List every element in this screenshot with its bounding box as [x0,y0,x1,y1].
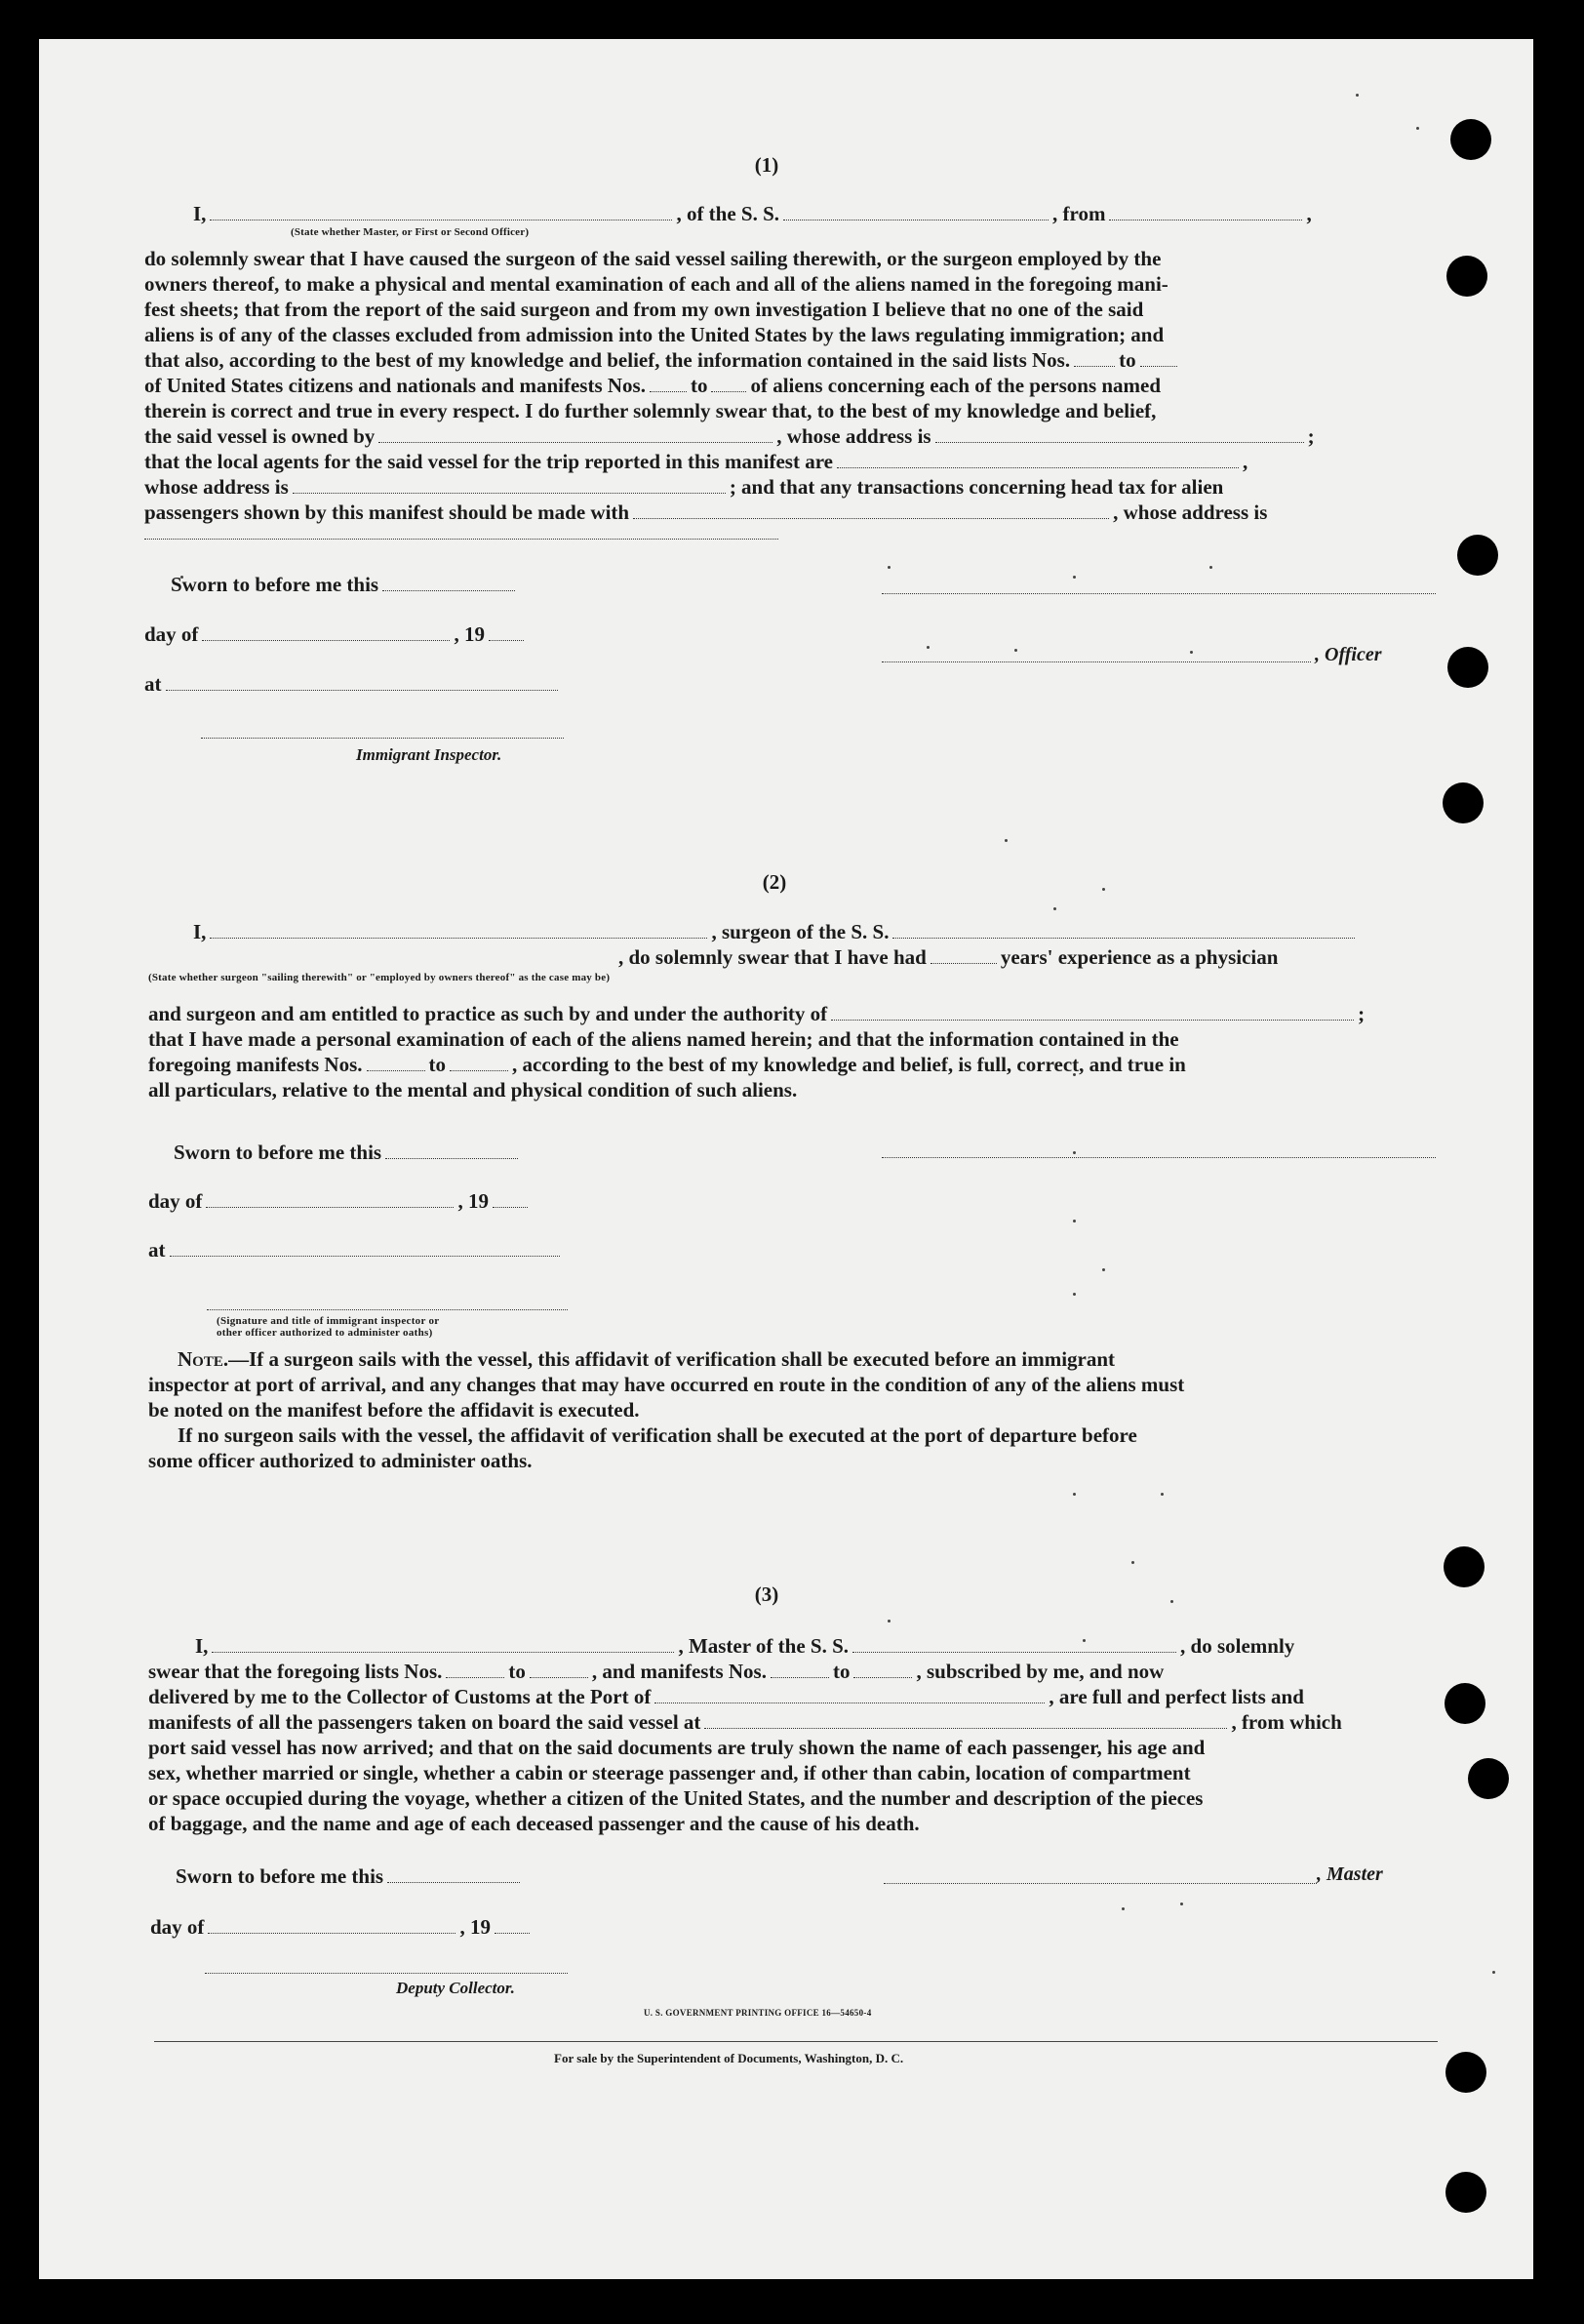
section1-officer-signature-line [882,661,1311,662]
section2-note-2: inspector at port of arrival, and any changes that may have occurred en route in the condition of any of the aliens must [148,1373,1185,1396]
section-number: (2) [762,870,787,894]
section2-note-3: be noted on the manifest before the affidavit is executed. [148,1398,640,1422]
punch-hole [1444,1546,1485,1587]
section-number: (1) [754,153,779,177]
punch-hole [1468,1758,1509,1799]
section3-line2: swear that the foregoing lists Nos. to , and manifests Nos. to , subscribed by me, and now [148,1660,1165,1683]
footer-rule [154,2041,1438,2042]
section2-sworn: Sworn to before me this [174,1140,522,1165]
section3-master-signature-line [884,1883,1317,1884]
section1-body-11: passengers shown by this manifest should be made with , whose address is [144,501,1268,524]
section3-line4: manifests of all the passengers taken on board the said vessel at , from which [148,1710,1342,1734]
punch-hole [1447,647,1488,688]
section2-surgeon-signature-line [882,1157,1436,1158]
section1-inspector-label: Immigrant Inspector. [356,745,502,764]
section2-body-4: that I have made a personal examination of each of the aliens named herein; and that the information contained in the [148,1027,1179,1051]
section1-officer-line-1 [882,593,1436,594]
section1-body-1: do solemnly swear that I have caused the surgeon of the said vessel sailing therewith, or the surgeon employed by the [144,247,1162,270]
gpo-imprint: U. S. GOVERNMENT PRINTING OFFICE 16—54650-4 [644,2008,872,2018]
section1-address-line [144,539,778,540]
section1-body-8: the said vessel is owned by , whose address is ; [144,424,1315,448]
section1-at: at [144,671,562,697]
note-heading: Note. [178,1347,229,1371]
section3-collector-label: Deputy Collector. [396,1979,515,1997]
section1-body-3: fest sheets; that from the report of the said surgeon and from my own investigation I believe that no one of the said [144,298,1144,321]
punch-hole [1443,782,1484,823]
section3-body-5: port said vessel has now arrived; and that on the said documents are truly shown the name of each passenger, his age and [148,1736,1206,1759]
punch-hole [1445,2052,1486,2093]
section1-body-10: whose address is ; and that any transactions concerning head tax for alien [144,475,1224,499]
section1-sublabel: (State whether Master, or First or Second Officer) [291,226,530,238]
section1-inspector-signature-line [201,738,564,739]
section1-body-9: that the local agents for the said vessel for the trip reported in this manifest are , [144,450,1248,473]
section1-body-4: aliens is of any of the classes excluded from admission into the United States by the laws regulating immigration; and [144,323,1165,346]
section2-sig-label-1: (Signature and title of immigrant inspector or [217,1315,440,1327]
section3-body-7: or space occupied during the voyage, whether a citizen of the United States, and the number and description of the pieces [148,1786,1204,1810]
footer-sale-note: For sale by the Superintendent of Documents, Washington, D. C. [554,2051,904,2065]
section3-sworn: Sworn to before me this [176,1863,524,1889]
section2-line2: , do solemnly swear that I have had years' experience as a physician [618,945,1279,969]
punch-hole [1445,1683,1485,1724]
section2-dayof: day of , 19 [148,1188,532,1214]
section1-dayof: day of , 19 [144,621,528,647]
section3-line3: delivered by me to the Collector of Customs at the Port of , are full and perfect lists and [148,1685,1304,1708]
section2-sublabel: (State whether surgeon "sailing therewith" or "employed by owners thereof" as the case may be) [148,972,611,983]
section1-body-5: that also, according to the best of my knowledge and belief, the information contained in the said lists Nos. to [144,347,1181,373]
section3-dayof: day of , 19 [150,1914,534,1940]
section1-body-7: therein is correct and true in every respect. I do further solemnly swear that, to the best of my knowledge and belief, [144,399,1157,422]
section1-body-6: of United States citizens and nationals and manifests Nos. to of aliens concerning each of the persons named [144,374,1162,397]
section1-sworn: Sworn to before me this [171,572,519,597]
section3-line1: I, , Master of the S. S. , do solemnly [195,1634,1295,1658]
section2-body-6: all particulars, relative to the mental and physical condition of such aliens. [148,1078,798,1102]
section2-inspector-signature-line [207,1309,568,1310]
section1-line1: I, , of the S. S. , from , [193,202,1312,225]
section2-line1: I, , surgeon of the S. S. [193,919,1359,944]
punch-hole [1445,2172,1486,2213]
manifest-affidavit-page [39,39,1533,2279]
punch-hole [1457,535,1498,576]
section2-at: at [148,1237,564,1262]
section1-body-2: owners thereof, to make a physical and mental examination of each and all of the aliens named in the foregoing mani- [144,272,1168,296]
section2-body-3: and surgeon and am entitled to practice as such by and under the authority of ; [148,1002,1366,1025]
punch-hole [1446,256,1487,297]
section2-sig-label-2: other officer authorized to administer oaths) [217,1327,433,1339]
section3-collector-signature-line [205,1973,568,1974]
section3-body-6: sex, whether married or single, whether a cabin or steerage passenger and, if other than cabin, location of compartment [148,1761,1191,1784]
section3-master-label: , Master [1317,1863,1383,1885]
section3-body-8: of baggage, and the name and age of each deceased passenger and the cause of his death. [148,1812,920,1835]
section-number: (3) [754,1583,779,1606]
section1-officer-label: , Officer [1315,644,1382,665]
punch-hole [1450,119,1491,160]
section2-note2-2: some officer authorized to administer oaths. [148,1449,533,1472]
section2-note-1: Note.—If a surgeon sails with the vessel, this affidavit of verification shall be executed before an immigrant [178,1347,1116,1371]
section2-note2-1: If no surgeon sails with the vessel, the affidavit of verification shall be executed at the port of departure before [178,1423,1137,1447]
section2-body-5: foregoing manifests Nos. to , according to the best of my knowledge and belief, is full, correct, and true in [148,1053,1186,1076]
